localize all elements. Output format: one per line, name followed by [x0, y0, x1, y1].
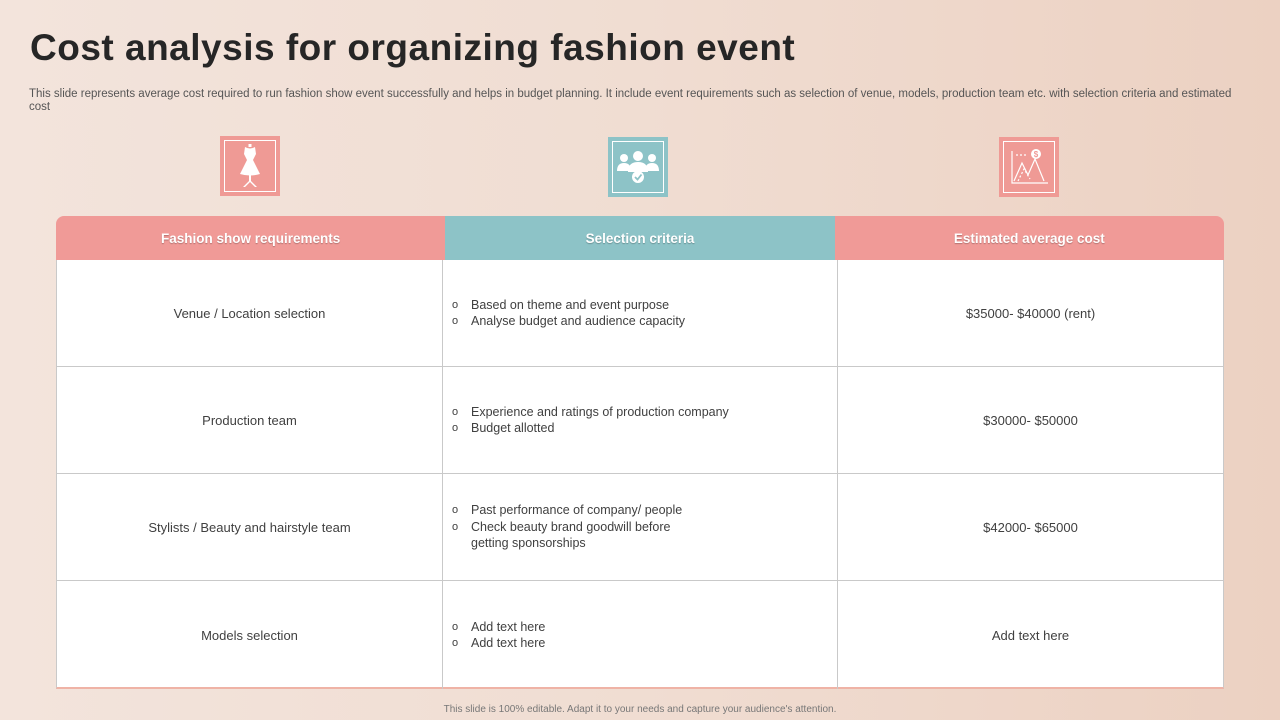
page-title: Cost analysis for organizing fashion event: [30, 27, 796, 68]
table-row: [57, 581, 1223, 689]
table-row: [57, 260, 1223, 367]
team-people-icon: [608, 137, 668, 197]
page-subtitle: This slide represents average cost required to run fashion show event successfully and helps in budget planning. It include event requirements such as selection of venue, models, production team etc. with selection criteria and estimated cost: [29, 88, 1232, 113]
criteria-item: o Based on theme and event purpose: [452, 297, 685, 314]
cost-table: [56, 216, 1224, 689]
header-selection-criteria: Selection criteria: [445, 216, 834, 260]
criteria-item: o Analyse budget and audience capacity: [452, 313, 685, 330]
criteria-cell: [442, 260, 838, 366]
table-row: [57, 367, 1223, 474]
cost-cell: $35000- $40000 (rent): [965, 305, 1096, 321]
requirement-cell: Models selection: [201, 627, 298, 643]
requirement-cell: Venue / Location selection: [173, 305, 326, 321]
criteria-item: o Add text here: [452, 635, 545, 652]
svg-text:$: $: [1033, 150, 1039, 159]
table-row: [57, 474, 1223, 581]
table-body: [56, 260, 1224, 689]
criteria-item: o Add text here: [452, 619, 545, 636]
criteria-item: o Budget allotted: [452, 420, 729, 437]
cost-cell: $42000- $65000: [983, 519, 1078, 535]
criteria-item: o Check beauty brand goodwill before getting sponsorships: [452, 519, 702, 552]
header-requirements: Fashion show requirements: [56, 216, 445, 260]
cost-chart-icon: [999, 137, 1059, 197]
header-estimated-cost: Estimated average cost: [835, 216, 1224, 260]
requirement-cell: Stylists / Beauty and hairstyle team: [148, 519, 351, 535]
footer-note: This slide is 100% editable. Adapt it to your needs and capture your audience's attention.: [443, 704, 837, 715]
criteria-list: [452, 297, 685, 330]
criteria-item: o Experience and ratings of production company: [452, 404, 729, 421]
cost-cell: $30000- $50000: [983, 412, 1078, 428]
criteria-cell: [442, 474, 838, 580]
cost-cell: Add text here: [991, 627, 1070, 643]
criteria-list: [452, 404, 729, 437]
criteria-list: [452, 619, 545, 652]
dress-mannequin-icon: [220, 136, 280, 196]
criteria-cell: [442, 581, 838, 689]
requirement-cell: Production team: [202, 412, 297, 428]
table-header: [56, 216, 1224, 260]
criteria-cell: [442, 367, 838, 473]
criteria-item: o Past performance of company/ people: [452, 502, 702, 519]
criteria-list: [452, 502, 702, 552]
